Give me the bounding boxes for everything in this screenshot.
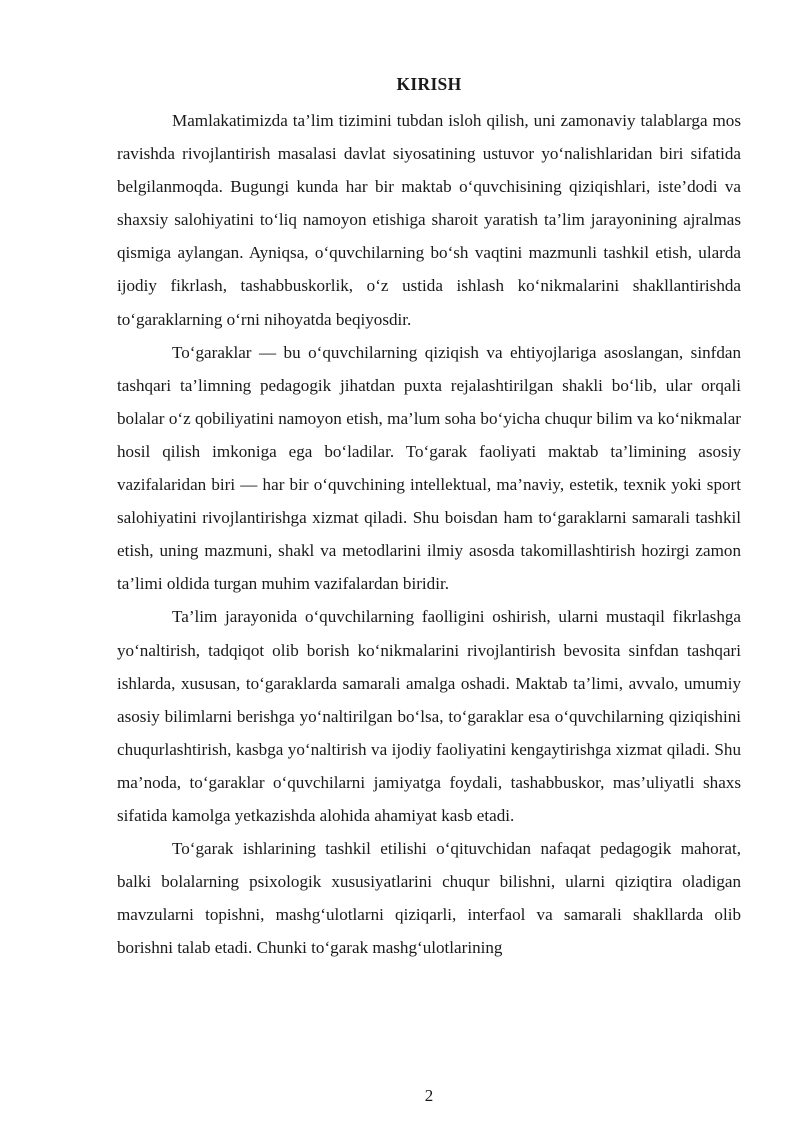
paragraph-1: Mamlakatimizda ta’lim tizimini tubdan isloh qilish, uni zamonaviy talablarga mos ravishda rivojlantirish masalasi davlat siyosatining ustuvor yo‘nalishlaridan biri sifatida belgilanmoqda. Bugungi kunda har bir maktab o‘quvchisining qiziqishlari, iste’dodi va shaxsiy salohiyatini to‘liq namoyon etishiga sharoit yaratish ta’lim jarayonining ajralmas qismiga aylangan. Ayniqsa, o‘quvchilarning bo‘sh vaqtini mazmunli tashkil etish, ularda ijodiy fikrlash, tashabbuskorlik, o‘z ustida ishlash ko‘nikmalarini shakllantirishda to‘garaklarning o‘rni nihoyatda beqiyosdir. — [117, 111, 741, 329]
paragraph-2: To‘garaklar — bu o‘quvchilarning qiziqish va ehtiyojlariga asoslangan, sinfdan tashqari ta’limning pedagogik jihatdan puxta rejalashtirilgan shakli bo‘lib, ular orqali bolalar o‘z qobiliyatini namoyon etish, ma’lum soha bo‘yicha chuqur bilim va ko‘nikmalar hosil qilish imkoniga ega bo‘ladilar. To‘garak faoliyati maktab ta’limining asosiy vazifalaridan biri — har bir o‘quvchining intellektual, ma’naviy, estetik, texnik yoki sport salohiyatini rivojlantirishga xizmat qiladi. Shu boisdan ham to‘garaklarni samarali tashkil etish, uning mazmuni, shakl va metodlarini ilmiy asosda takomillashtirish hozirgi zamon ta’limi oldida turgan muhim vazifalardan biridir. — [117, 342, 741, 594]
body-text — [117, 104, 741, 964]
page-heading: KIRISH — [396, 74, 462, 94]
paragraph-3: Ta’lim jarayonida o‘quvchilarning faolligini oshirish, ularni mustaqil fikrlashga yo‘naltirish, tadqiqot olib borish ko‘nikmalarini rivojlantirish bevosita sinfdan tashqari ishlarda, xususan, to‘garaklarda samarali amalga oshadi. Maktab ta’limi, avvalo, umumiy asosiy bilimlarni berishga yo‘naltirilgan bo‘lsa, to‘garaklar esa o‘quvchilarning qiziqishini chuqurlashtirish, kasbga yo‘naltirish va ijodiy faoliyatini kengaytirishga xizmat qiladi. Shu ma’noda, to‘garaklar o‘quvchilarni jamiyatga foydali, tashabbuskor, mas’uliyatli shaxs sifatida kamolga yetkazishda alohida ahamiyat kasb etadi. — [117, 607, 741, 825]
page-number: 2 — [424, 1086, 434, 1105]
paragraph-4: To‘garak ishlarining tashkil etilishi o‘qituvchidan nafaqat pedagogik mahorat, balki bolalarning psixologik xususiyatlarini chuqur bilishni, ularni qiziqtira oladigan mavzularni topishni, mashg‘ulotlarni qiziqarli, interfaol va samarali shakllarda olib borishni talab etadi. Chunki to‘garak mashg‘ulotlarining — [117, 839, 741, 958]
